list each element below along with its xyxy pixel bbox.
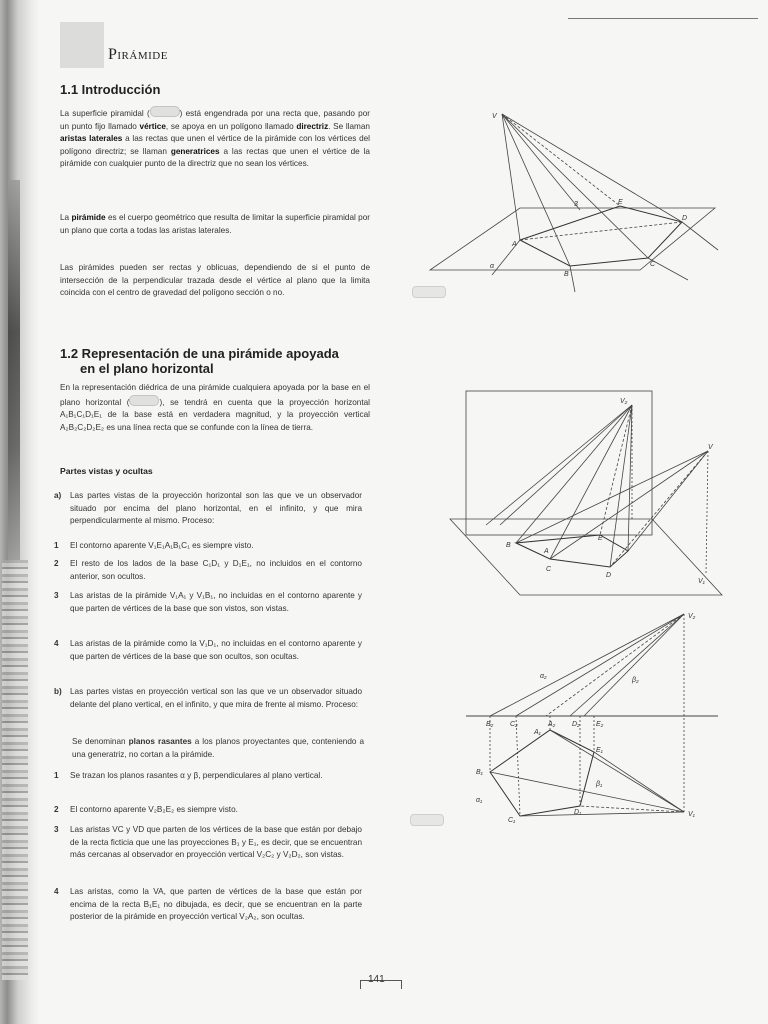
top-rule: [568, 18, 758, 19]
pyramid-base: [516, 535, 628, 567]
label-alpha: α: [490, 263, 494, 270]
pyramid-base-plan: [490, 730, 594, 816]
label-v: V: [708, 444, 713, 451]
label-a2: A₂: [548, 721, 556, 728]
section-title-representacion: 1.2 Representación de una pirámide apoyada: [60, 346, 339, 361]
figure-3-dihedral-projection: [460, 606, 722, 828]
edge-vc: [502, 114, 648, 258]
section-title-introduccion: 1.1 Introducción: [60, 82, 161, 97]
label-e1: E₁: [596, 747, 603, 754]
label-b: B: [564, 271, 569, 278]
label-v2: V₂: [620, 398, 628, 405]
figure-2-dihedral-perspective: [440, 385, 730, 600]
edge-ve: [502, 114, 620, 206]
edge-vd: [502, 114, 682, 222]
chapter-title: Pirámide: [108, 46, 168, 63]
label-beta2: β₂: [632, 677, 639, 684]
intro-paragraph-3: Las pirámides pueden ser rectas y oblicuas, dependiendo de si el punto de intersección de la perpendicular trazada desde el vértice al plano que la limita coincida con el centro de gravedad del polígono sección o no.: [60, 263, 370, 298]
label-a: A: [544, 548, 549, 555]
figure-reference-mark: [150, 106, 180, 117]
label-alpha2: α₂: [540, 673, 547, 680]
label-alpha1: α₁: [476, 797, 483, 804]
intro-paragraph-2: La pirámide es el cuerpo geométrico que resulta de limitar la superficie piramidal por un plano que corta a todas las aristas laterales.: [60, 213, 370, 235]
figure-2-label: [410, 814, 444, 826]
label-d1: D₁: [574, 809, 582, 816]
label-a1: A₁: [534, 729, 541, 736]
label-b: B: [506, 542, 511, 549]
representacion-paragraph: En la representación diédrica de una pirámide cualquiera apoyada por la base en el plano horizontal ( ), se tendrá en cuenta que la proyección horizontal A₁B₁C₁D₁E₁ de la base está en verdadera magnitud, y la proyección vertical A₂B₂C₂D₂E₂ es una línea recta que se confunde con la línea de tierra.: [60, 383, 371, 432]
figure-reference-mark: [129, 395, 159, 406]
label-beta1: β₁: [596, 781, 603, 788]
book-spine-shadow: [0, 0, 40, 1024]
label-b1: B₁: [476, 769, 483, 776]
intro-paragraph-1: La superficie piramidal ( ) está engendrada por una recta que, pasando por un punto fijo llamado vértice, se apoya en un polígono llamado directriz. Se llaman aristas laterales a las rectas que unen el vértice de la pirámide con los vértices del polígono directriz; se llaman generatrices a las rectas que unen el vértice de la pirámide con cualquier punto de la directriz que no sean los vértices.: [60, 106, 370, 171]
horizontal-plane: [450, 519, 722, 595]
label-v: V: [492, 113, 497, 120]
label-c1: C₁: [508, 817, 516, 824]
label-c: C: [546, 566, 552, 573]
base-plane: [430, 208, 715, 270]
label-c: C: [650, 261, 656, 268]
figure-1-pyramid: [420, 100, 730, 300]
label-c2: C₂: [510, 721, 518, 728]
label-d2: D₂: [572, 721, 580, 728]
label-v2: V₂: [688, 613, 696, 620]
section-title-representacion-line2: en el plano horizontal: [80, 361, 214, 376]
page-number: 141: [368, 974, 385, 985]
chapter-marker-block: [60, 22, 104, 68]
label-e2: E₂: [596, 721, 604, 728]
label-e: E: [598, 535, 603, 542]
label-a: A: [512, 241, 517, 248]
spine-speckle: [2, 560, 28, 980]
label-b2: B₂: [486, 721, 494, 728]
label-three: 3: [574, 201, 578, 208]
label-d: D: [606, 572, 612, 579]
pyramid-base: [520, 206, 682, 266]
subheading-partes-vistas: Partes vistas y ocultas: [60, 466, 153, 476]
spine-dark-band: [8, 180, 20, 560]
label-e: E: [618, 199, 623, 206]
label-v1: V₁: [698, 578, 705, 585]
label-d: D: [682, 215, 688, 222]
label-v1: V₁: [688, 811, 695, 818]
